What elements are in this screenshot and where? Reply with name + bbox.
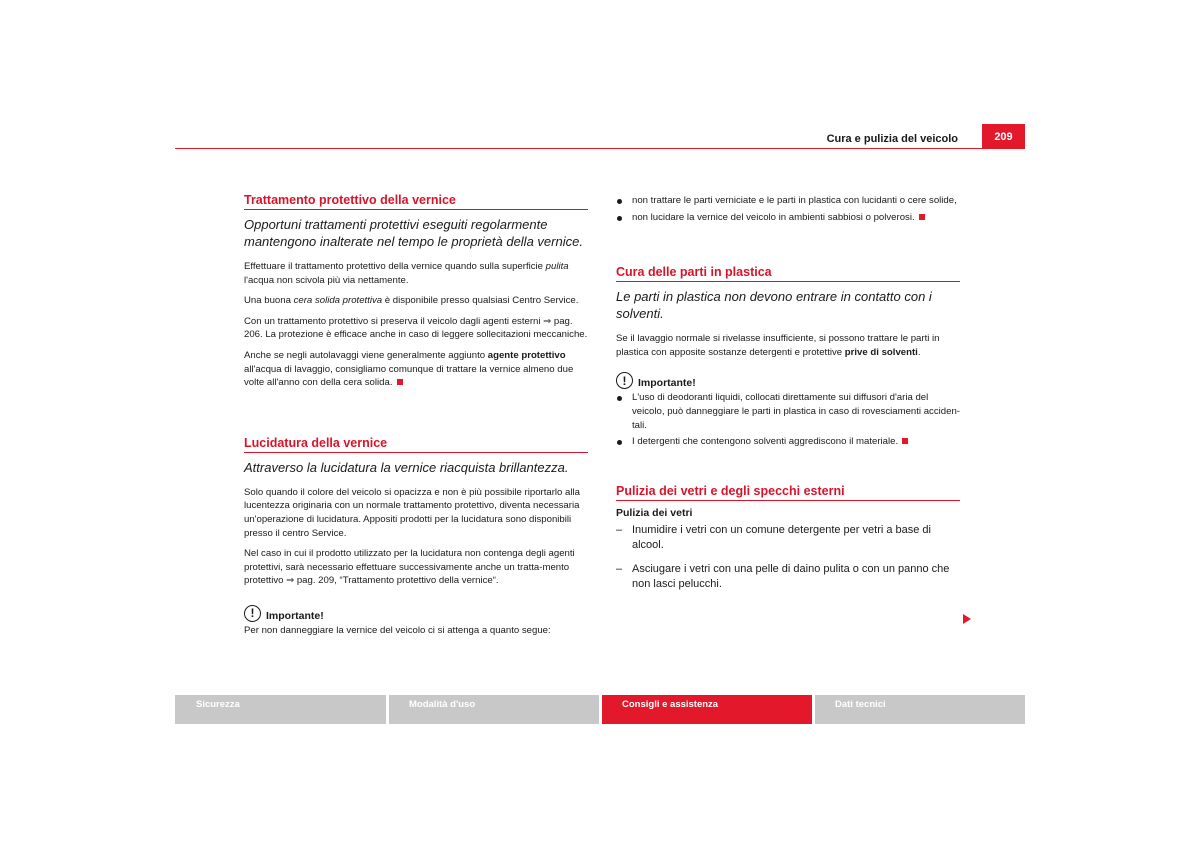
list-item: I detergenti che contengono solventi aggrediscono il materiale.	[616, 435, 960, 449]
bullet-icon	[617, 199, 622, 204]
section-heading-protective-treatment: Trattamento protettivo della vernice	[244, 190, 588, 210]
subheading: Pulizia dei vetri	[616, 506, 693, 519]
bullet-icon	[617, 440, 622, 445]
footer-tab-sicurezza[interactable]: Sicurezza	[175, 695, 386, 724]
paragraph-with-reference: Nel caso in cui il prodotto utilizzato per la lucidatura non contenga degli agenti protettivi, sarà necessario effettuare successivamente anche un tratta-mento protettivo ⇒ pag. 209, “Trattamento protettivo della vernice“.	[244, 548, 575, 587]
section-lead: Attraverso la lucidatura la vernice riacquista brillantezza.	[244, 459, 569, 475]
footer-tab-consigli-assistenza[interactable]: Consigli e assistenza	[602, 695, 812, 724]
section-end-mark	[397, 379, 403, 385]
important-notice	[244, 605, 588, 622]
section-heading-windows-mirrors: Pulizia dei vetri e degli specchi esterni	[616, 481, 960, 501]
important-notice	[616, 372, 960, 389]
section-end-mark	[919, 214, 925, 220]
bullet-icon	[617, 396, 622, 401]
left-column	[244, 190, 588, 645]
important-label: Importante!	[266, 609, 324, 622]
warning-exclamation-icon: !	[244, 605, 261, 622]
bullet-list	[616, 391, 960, 448]
dash-icon: –	[616, 562, 623, 575]
continue-arrow-icon	[963, 614, 971, 624]
dash-icon: –	[616, 523, 623, 536]
header-rule	[175, 148, 1025, 149]
step-list	[616, 523, 960, 592]
section-heading-plastic-parts: Cura delle parti in plastica	[616, 262, 960, 282]
footer-tab-dati-tecnici[interactable]: Dati tecnici	[815, 695, 1025, 724]
section-lead: Le parti in plastica non devono entrare in contatto con i solventi.	[616, 289, 932, 322]
footer-tab-modalita-uso[interactable]: Modalità d'uso	[389, 695, 599, 724]
header-title: Cura e pulizia del veicolo	[826, 133, 958, 145]
right-column	[616, 194, 960, 601]
bullet-icon	[617, 216, 622, 221]
list-item: L'uso di deodoranti liquidi, collocati direttamente sui diffusori d'aria del veicolo, può danneggiare le parti in plastica in caso di rovesciamenti acciden-tali.	[616, 391, 960, 432]
paragraph: Una buona cera solida protettiva è disponibile presso qualsiasi Centro Service.	[244, 295, 579, 307]
bullet-list	[616, 194, 960, 224]
list-item: – Inumidire i vetri con un comune detergente per vetri a base di alcool.	[616, 523, 931, 551]
page-number: 209	[982, 124, 1025, 149]
section-end-mark	[902, 438, 908, 444]
list-item: non trattare le parti verniciate e le parti in plastica con lucidanti o cere solide,	[616, 194, 960, 208]
section-heading-polishing: Lucidatura della vernice	[244, 433, 588, 453]
paragraph: Solo quando il colore del veicolo si opacizza e non è più possibile riportarlo alla lucentezza originaria con un normale trattamento protettivo, diventa necessaria un'operazione di lucidatura. Appositi prodotti per la lucidatura sono disponibili presso il centro Service.	[244, 486, 580, 539]
important-text: Per non danneggiare la vernice del veicolo ci si attenga a quanto segue:	[244, 624, 551, 636]
warning-exclamation-icon: !	[616, 372, 633, 389]
paragraph: Se il lavaggio normale si rivelasse insufficiente, si possono trattare le parti in plastica con apposite sostanze detergenti e protettive prive di solventi.	[616, 333, 940, 358]
list-item: non lucidare la vernice del veicolo in ambienti sabbiosi o polverosi.	[616, 211, 960, 225]
important-label: Importante!	[638, 377, 696, 390]
paragraph-with-reference: Con un trattamento protettivo si preserva il veicolo dagli agenti esterni ⇒ pag. 206. La protezione è efficace anche in caso di leggere sollecitazioni meccaniche.	[244, 315, 588, 341]
paragraph: Effettuare il trattamento protettivo della vernice quando sulla superficie pulita l'acqua non scivola più via nettamente.	[244, 261, 569, 286]
paragraph: Anche se negli autolavaggi viene generalmente aggiunto agente protettivo all'acqua di lavaggio, consigliamo comunque di trattare la vernice almeno due volte all'anno con della cera solida.	[244, 349, 574, 389]
section-lead: Opportuni trattamenti protettivi eseguiti regolarmente mantengono inalterate nel tempo le proprietà della vernice.	[244, 217, 583, 249]
footer-nav	[175, 695, 1025, 724]
list-item: – Asciugare i vetri con una pelle di daino pulita o con un panno che non lasci pelucchi.	[616, 562, 950, 590]
